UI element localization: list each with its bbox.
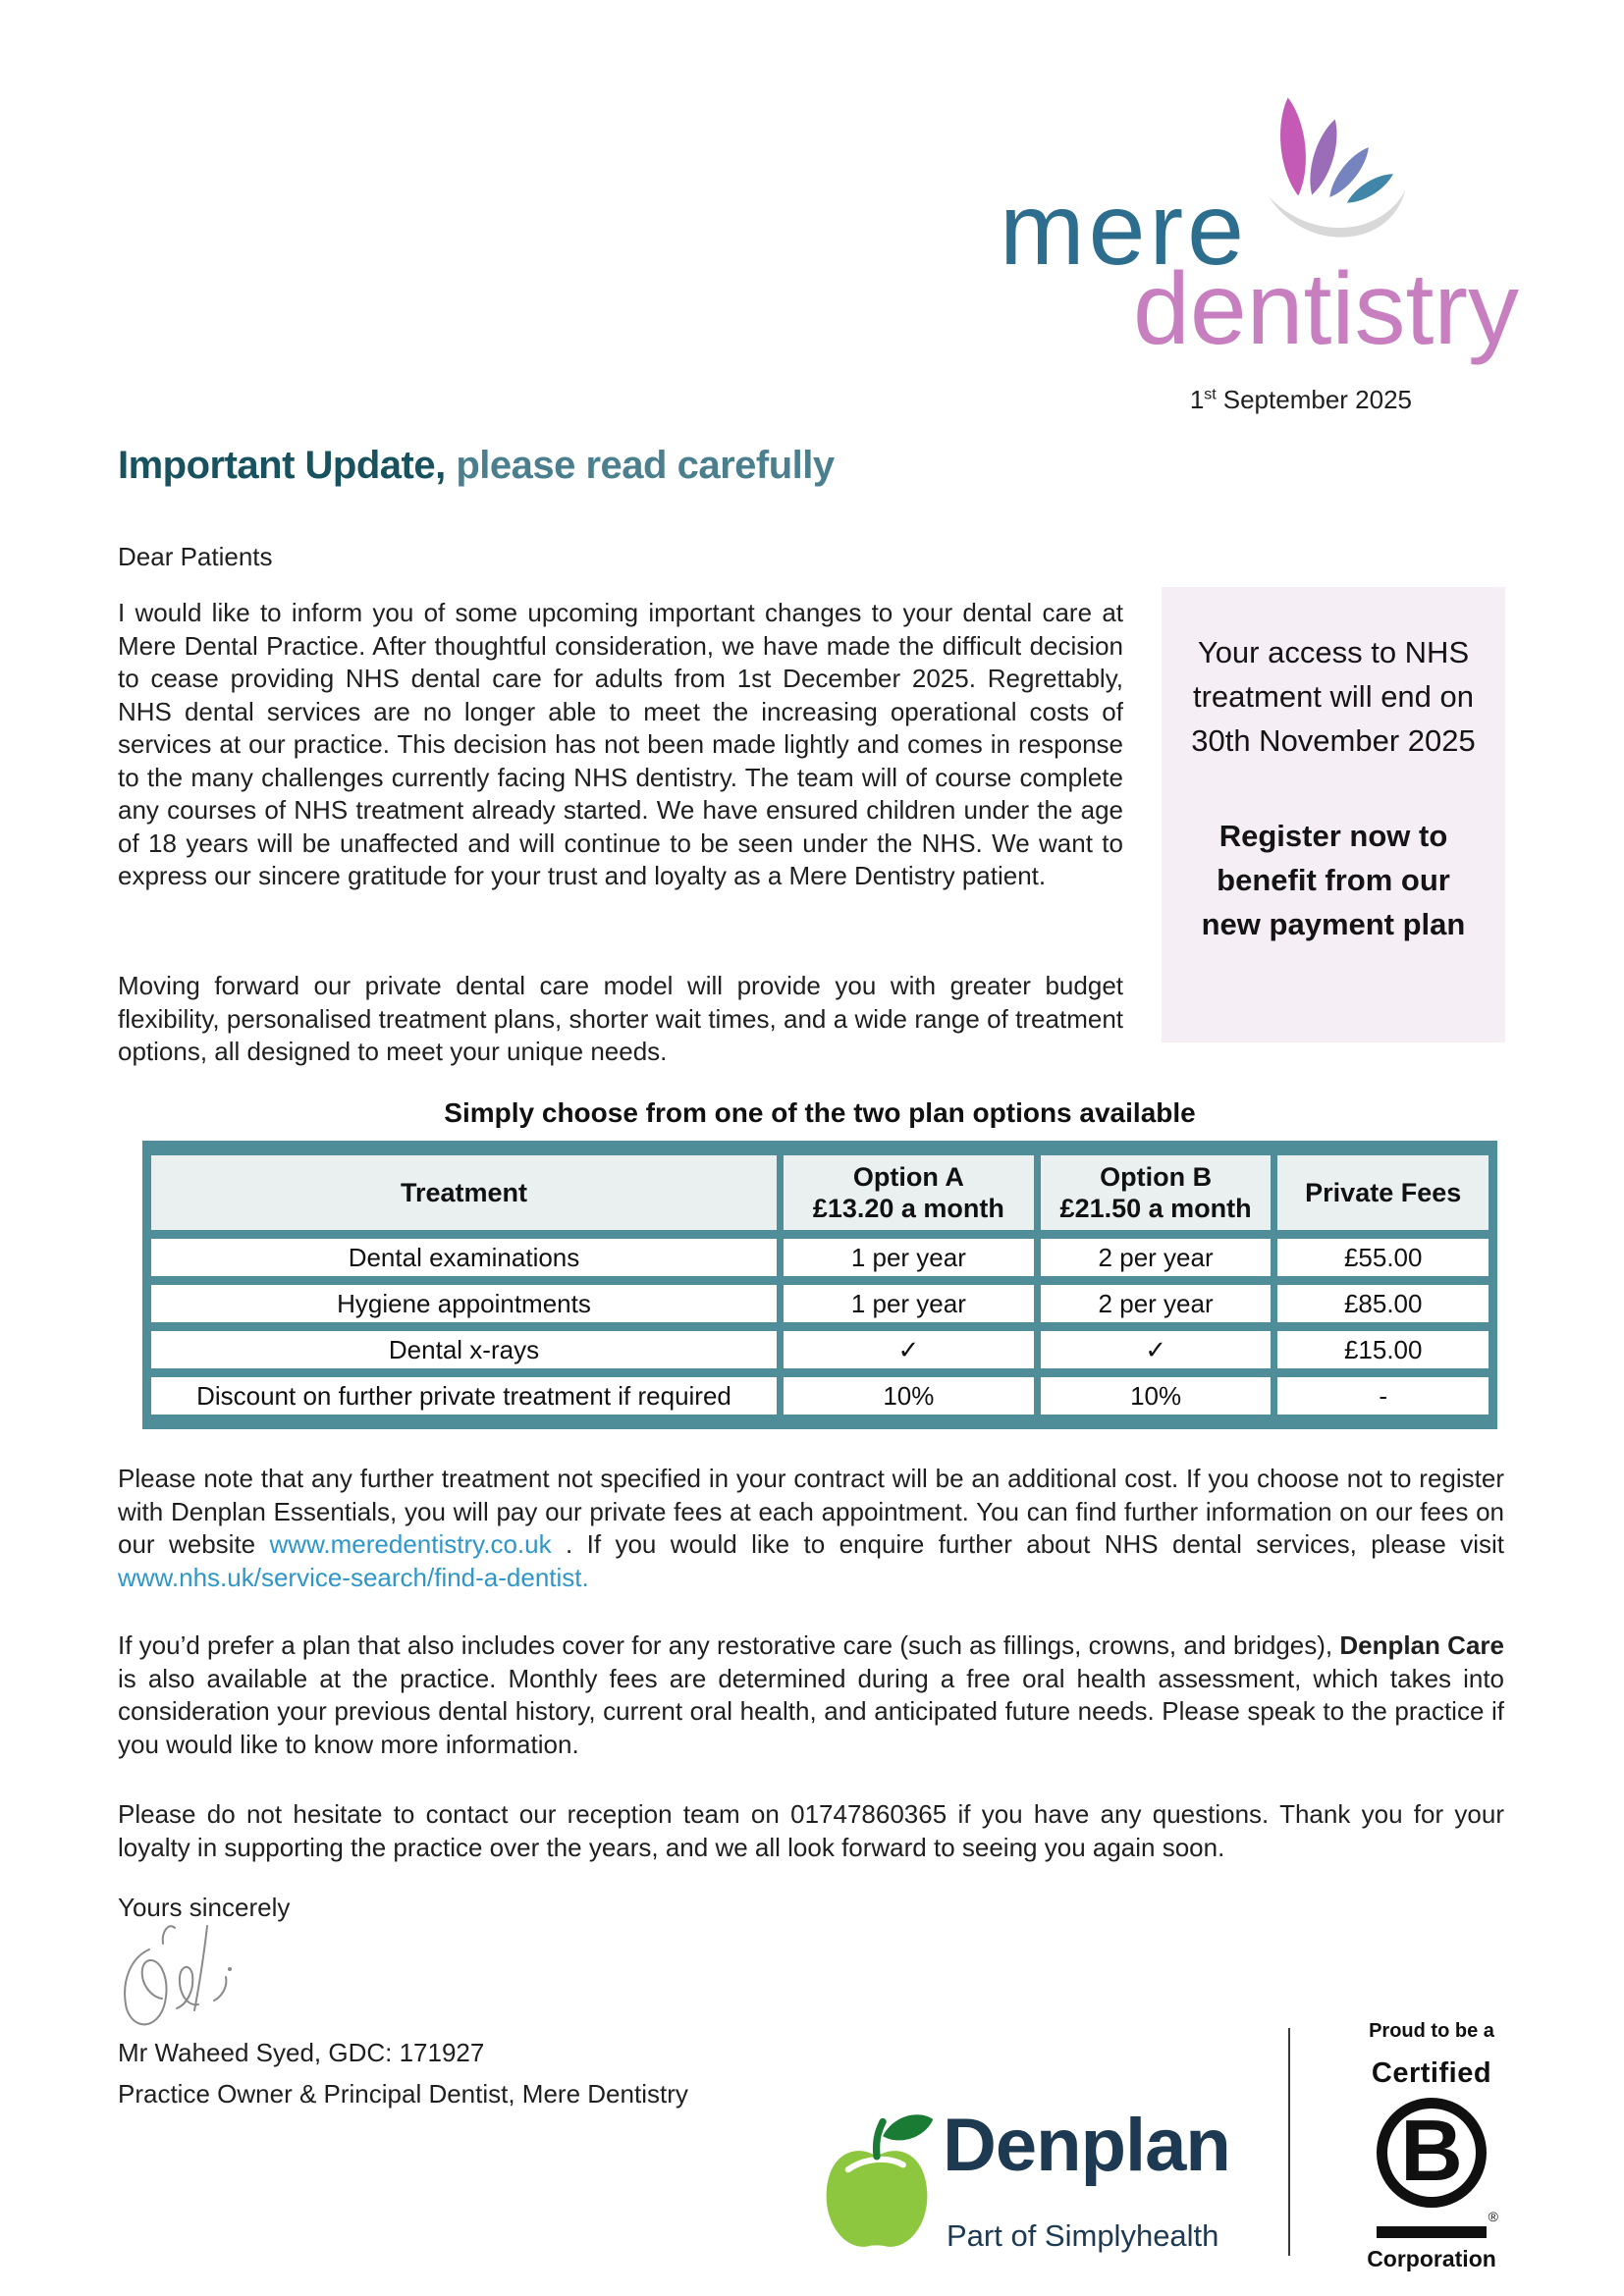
bcorp-tagline: Proud to be a: [1369, 2020, 1494, 2042]
cell-private-fee: £55.00: [1277, 1239, 1489, 1276]
signatory-role: Practice Owner & Principal Dentist, Mere Dentistry: [118, 2079, 688, 2109]
bcorp-corporation-label: Corporation: [1367, 2246, 1496, 2271]
logo-word-mere: mere: [1000, 173, 1248, 287]
col-header-option-b: Option B £21.50 a month: [1041, 1155, 1272, 1230]
nhs-find-a-dentist-link[interactable]: www.nhs.uk/service-search/find-a-dentist.: [118, 1562, 589, 1592]
paragraph-private-model: Moving forward our private dental care model will provide you with greater budget flexibility, personalised treatment plans, shorter wait times, and a wide range of treatment options, all designed to meet your unique needs.: [118, 971, 1123, 1066]
plan-table-title: Simply choose from one of the two plan options available: [444, 1097, 1196, 1128]
cell-treatment: Dental examinations: [151, 1239, 777, 1276]
cell-treatment: Hygiene appointments: [151, 1285, 777, 1322]
page-title: [118, 444, 835, 488]
page-title-light: please read carefully: [445, 444, 835, 487]
table-row: [151, 1285, 1489, 1322]
cell-option-b-check: ✓: [1041, 1331, 1272, 1368]
cell-private-fee: £15.00: [1277, 1331, 1489, 1368]
letter-date: [1190, 385, 1412, 415]
table-row: [151, 1377, 1489, 1415]
lotus-flower-icon: [1263, 88, 1410, 257]
logo-word-dentistry: dentistry: [1133, 252, 1520, 366]
paragraph-denplan-care: If you’d prefer a plan that also includes cover for any restorative care (such as fillings, crowns, and bridges), Denplan Care is also available at the practice. Monthly fees are determined during a free oral health assessment, which takes into consideration your previous dental history, current oral health, and anticipated future needs. Please speak to the practice if you would like to know more information.: [118, 1630, 1504, 1759]
handwritten-signature: [110, 1914, 287, 2040]
cell-option-b: 10%: [1041, 1377, 1272, 1415]
callout-message: Your access to NHS treatment will end on 30th November 2025: [1191, 635, 1476, 758]
bcorp-underline-bar: [1377, 2226, 1487, 2238]
bcorp-certified-label: Certified: [1371, 2057, 1492, 2089]
cell-option-a: 1 per year: [784, 1239, 1034, 1276]
paragraph-nhs-changes: I would like to inform you of some upcoming important changes to your dental care at Mere Dental Practice. After thoughtful consideration, we have made the difficult decision to cease providing NHS dental care for adults from 1st December 2025. Regrettably, NHS dental services are no longer able to meet the increasing operational costs of services at our practice. This decision has not been made lightly and comes in response to the many challenges currently facing NHS dentistry. The team will of course complete any courses of NHS treatment already started. We have ensured children under the age of 18 years will be unaffected and will continue to be seen under the NHS. We want to express our sincere gratitude for your trust and loyalty as a Mere Dentistry patient.: [118, 598, 1123, 890]
salutation: Dear Patients: [118, 542, 273, 571]
denplan-tagline: Part of Simplyhealth: [947, 2218, 1219, 2253]
table-header-row: [151, 1155, 1489, 1230]
cell-private-fee: £85.00: [1277, 1285, 1489, 1322]
registered-mark: ®: [1488, 2209, 1498, 2224]
cell-private-fee: -: [1277, 1377, 1489, 1415]
cell-treatment: Dental x-rays: [151, 1331, 777, 1368]
cell-option-a: 10%: [784, 1377, 1034, 1415]
denplan-logo: [817, 2099, 1239, 2275]
cell-treatment: Discount on further private treatment if required: [151, 1377, 777, 1415]
bcorp-b-icon: B: [1377, 2098, 1487, 2208]
cell-option-a-check: ✓: [784, 1331, 1034, 1368]
paragraph-fees-info: Please note that any further treatment not specified in your contract will be an additional cost. If you choose not to register with Denplan Essentials, you will pay our private fees at each appointment. You can find further information on our fees on our website www.meredentistry.co.uk . If you would like to enquire further about NHS dental services, please visit www.nhs.uk/service-search/find-a-dentist.: [118, 1464, 1504, 1592]
plan-options-table: [142, 1141, 1497, 1429]
mere-dentistry-logo: [1000, 88, 1530, 383]
signatory-name: Mr Waheed Syed, GDC: 171927: [118, 2038, 485, 2067]
col-header-option-a: Option A £13.20 a month: [784, 1155, 1034, 1230]
apple-icon: [817, 2103, 937, 2256]
date-ordinal: st: [1204, 386, 1217, 403]
bcorp-certification: [1312, 2020, 1551, 2272]
paragraph-contact: Please do not hesitate to contact our reception team on 01747860365 if you have any questions. Thank you for your loyalty in supporting the practice over the years, and we all look forward to seeing you again soon.: [118, 1799, 1504, 1862]
footer-divider-line: [1288, 2028, 1290, 2256]
nhs-deadline-callout: [1162, 587, 1505, 1042]
col-header-private-fees: Private Fees: [1277, 1155, 1489, 1230]
cell-option-b: 2 per year: [1041, 1239, 1272, 1276]
denplan-care-bold: Denplan Care: [1339, 1630, 1504, 1660]
date-month-year: September 2025: [1222, 385, 1412, 414]
date-day: 1: [1189, 385, 1205, 414]
table-row: [151, 1331, 1489, 1368]
meredentistry-link[interactable]: www.meredentistry.co.uk: [269, 1529, 552, 1559]
cell-option-a: 1 per year: [784, 1285, 1034, 1322]
page-title-strong: Important Update,: [118, 444, 446, 487]
closing-line: Yours sincerely: [118, 1893, 291, 1922]
callout-register-message: Register now to benefit from our new payment plan: [1201, 819, 1466, 941]
denplan-wordmark: Denplan: [943, 2104, 1230, 2187]
table-row: [151, 1239, 1489, 1276]
col-header-treatment: Treatment: [151, 1155, 777, 1230]
cell-option-b: 2 per year: [1041, 1285, 1272, 1322]
